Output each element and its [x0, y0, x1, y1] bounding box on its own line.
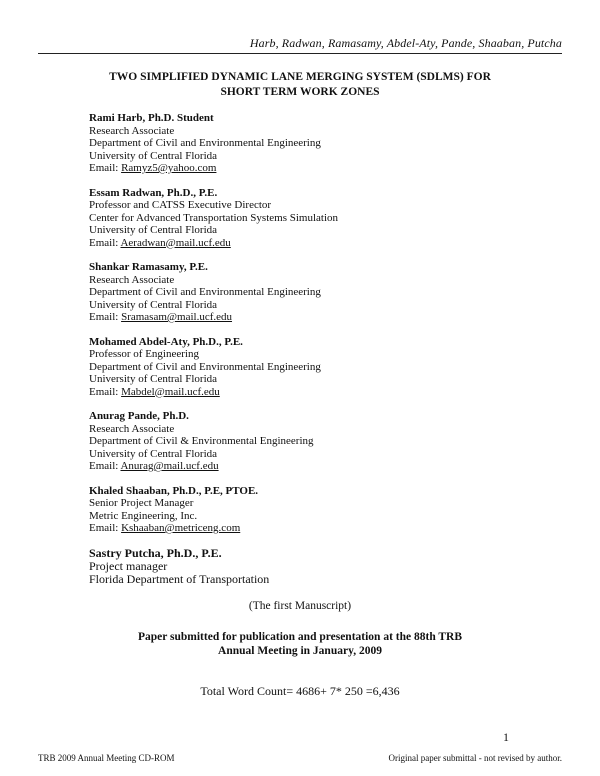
author-email-link[interactable]: Anurag@mail.ucf.edu	[120, 460, 219, 472]
word-count: Total Word Count= 4686+ 7* 250 =6,436	[200, 684, 400, 698]
author-name: Khaled Shaaban, Ph.D., P.E, PTOE.	[89, 484, 259, 497]
author-affiliation: University of Central Florida	[89, 224, 218, 236]
title-line-1: TWO SIMPLIFIED DYNAMIC LANE MERGING SYSTEM (SDLMS) FOR	[109, 71, 491, 83]
author-email-line	[89, 311, 529, 324]
paper-title	[60, 70, 540, 100]
author-email-link[interactable]: Ramyz5@yahoo.com	[121, 162, 217, 174]
manuscript-note: (The first Manuscript)	[248, 600, 352, 612]
author-name: Rami Harb, Ph.D. Student	[89, 112, 214, 124]
author-email-link[interactable]: Kshaaban@metriceng.com	[121, 522, 241, 534]
author-block	[89, 410, 529, 473]
email-label: Email:	[89, 385, 122, 398]
email-label: Email:	[89, 162, 122, 174]
author-email-line	[89, 162, 529, 175]
author-email-line	[89, 237, 529, 250]
author-affiliation: Professor of Engineering	[89, 348, 199, 360]
footer-conference: TRB 2009 Annual Meeting CD-ROM	[38, 753, 175, 763]
email-label: Email:	[89, 236, 121, 249]
footer-disclaimer: Original paper submittal - not revised by author.	[388, 753, 562, 763]
author-block	[89, 261, 529, 324]
author-email-link[interactable]: Mabdel@mail.ucf.edu	[121, 385, 220, 398]
author-email-line	[89, 522, 529, 535]
page-number: 1	[503, 730, 509, 744]
author-name: Shankar Ramasamy, P.E.	[89, 261, 208, 273]
author-affiliation: Center for Advanced Transportation Systems Simulation	[89, 211, 339, 224]
author-affiliation: Department of Civil & Environmental Engineering	[89, 435, 314, 447]
author-email-line	[89, 460, 529, 473]
author-name: Essam Radwan, Ph.D., P.E.	[89, 186, 218, 199]
author-block	[89, 187, 529, 250]
author-name: Anurag Pande, Ph.D.	[89, 410, 189, 422]
author-affiliation: Department of Civil and Environmental Engineering	[89, 360, 321, 373]
email-label: Email:	[89, 522, 122, 534]
author-affiliation: University of Central Florida	[89, 298, 218, 311]
author-block	[89, 336, 529, 399]
running-head: Harb, Radwan, Ramasamy, Abdel-Aty, Pande, Shaaban, Putcha	[249, 36, 562, 50]
author-email-link[interactable]: Sramasam@mail.ucf.edu	[121, 311, 233, 323]
author-affiliation: University of Central Florida	[89, 447, 218, 460]
author-name: Mohamed Abdel-Aty, Ph.D., P.E.	[89, 335, 243, 348]
submission-line-2: Annual Meeting in January, 2009	[218, 644, 382, 657]
author-affiliation: Florida Department of Transportation	[89, 571, 270, 586]
author-list	[89, 112, 529, 598]
header-rule	[38, 53, 562, 54]
author-affiliation: Department of Civil and Environmental Engineering	[89, 286, 321, 298]
author-email-link[interactable]: Aeradwan@mail.ucf.edu	[120, 236, 231, 249]
author-affiliation: Metric Engineering, Inc.	[89, 509, 198, 522]
author-affiliation: Research Associate	[89, 124, 175, 137]
author-affiliation: Project manager	[89, 558, 168, 573]
email-label: Email:	[89, 460, 121, 472]
author-affiliation: University of Central Florida	[89, 373, 218, 385]
author-block	[89, 547, 529, 586]
author-name: Sastry Putcha, Ph.D., P.E.	[89, 545, 222, 560]
author-affiliation: Research Associate	[89, 422, 175, 435]
title-line-2: SHORT TERM WORK ZONES	[220, 86, 380, 98]
author-block	[89, 112, 529, 175]
author-affiliation: Department of Civil and Environmental Engineering	[89, 137, 321, 149]
author-email-line	[89, 386, 529, 399]
author-affiliation: University of Central Florida	[89, 149, 218, 162]
submission-statement	[0, 631, 600, 658]
author-affiliation: Research Associate	[89, 273, 175, 286]
author-affiliation: Senior Project Manager	[89, 497, 194, 509]
email-label: Email:	[89, 311, 122, 323]
author-block	[89, 485, 529, 535]
author-affiliation: Professor and CATSS Executive Director	[89, 199, 272, 211]
submission-line-1: Paper submitted for publication and presentation at the 88th TRB	[137, 631, 463, 643]
